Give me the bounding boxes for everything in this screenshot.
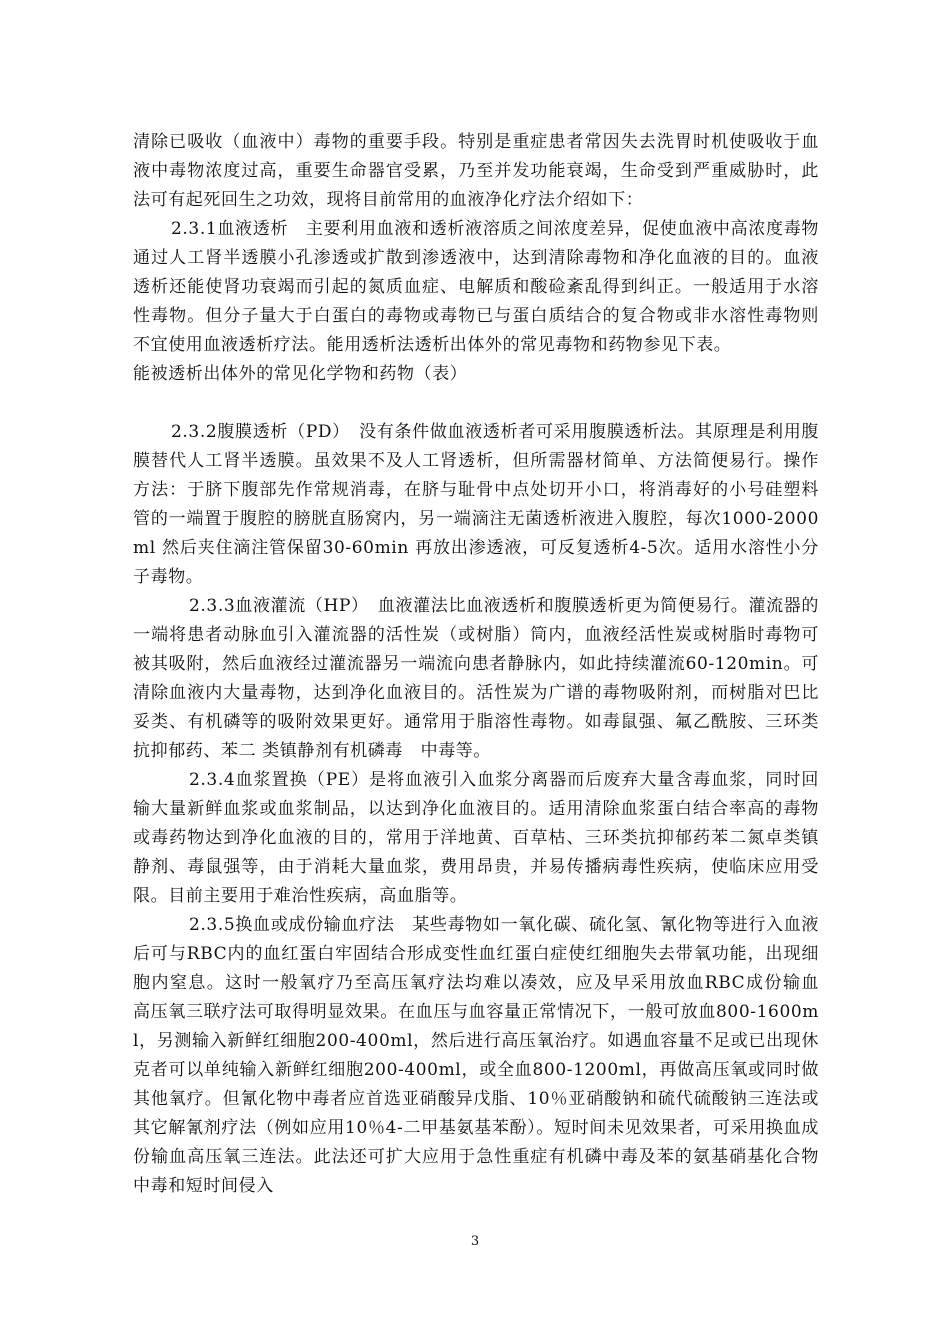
document-body <box>133 128 837 1201</box>
paragraph-plasma-exchange: 2.3.4血浆置换（PE）是将血液引入血浆分离器而后废弃大量含毒血浆，同时回输大量新鲜血浆或血浆制品，以达到净化血液目的。适用清除血浆蛋白结合率高的毒物或毒药物达到净化血液的目的，常用于洋地黄、百草枯、三环类抗抑郁药苯二氮卓类镇静剂、毒鼠强等，由于消耗大量血浆，费用昂贵，并易传播病毒性疾病，使临床应用受限。目前主要用于难治性疾病，高血脂等。 <box>133 770 819 906</box>
paragraph-peritoneal-dialysis: 2.3.2腹膜透析（PD） 没有条件做血液透析者可采用腹膜透析法。其原理是利用腹膜替代人工肾半透膜。虽效果不及人工肾透析，但所需器材简单、方法简便易行。操作方法：于脐下腹部先作常规消毒，在脐与耻骨中点处切开小口，将消毒好的小号硅塑料管的一端置于腹腔的膀胱直肠窝内，另一端滴注无菌透析液进入腹腔，每次1000-2000ml 然后夹住滴注管保留30-60min 再放出渗透液，可反复透析4-5次。适用水溶性小分子毒物。 <box>133 422 819 587</box>
paragraph-blood-exchange: 2.3.5换血或成份输血疗法 某些毒物如一氧化碳、硫化氢、氰化物等进行入血液后可与RBC内的血红蛋白牢固结合形成变性血红蛋白症使红细胞失去带氧功能，出现细胞内窒息。这时一般氧疗乃至高压氧疗法均难以凑效，应及早采用放血RBC成份输血 高压氧三联疗法可取得明显效果。在血压与血容量正常情况下，一般可放血800-1600ml，另测输入新鲜红细胞200-400ml，然后进行高压氧治疗。如遇血容量不足或已出现休克者可以单纯输入新鲜红细胞200-400ml，或全血800-1200ml，再做高压氧或同时做其他氧疗。但氰化物中毒者应首选亚硝酸异戊脂、10％亚硝酸钠和硫代硫酸钠三连法或其它解氰剂疗法（例如应用10％4-二甲基氨基苯酚）。短时间未见效果者，可采用换血成份输血高压氧三连法。此法还可扩大应用于急性重症有机磷中毒及苯的氨基硝基化合物中毒和短时间侵入 <box>133 915 837 1196</box>
paragraph-hemodialysis: 2.3.1血液透析 主要利用血液和透析液溶质之间浓度差异，促使血液中高浓度毒物通过人工肾半透膜小孔渗透或扩散到渗透液中，达到清除毒物和净化血液的目的。血液透析还能使肾功衰竭而引起的氮质血症、电解质和酸硷紊乱得到纠正。一般适用于水溶性毒物。但分子量大于白蛋白的毒物或毒物已与蛋白质结合的复合物或非水溶性毒物则不宜使用血液透析疗法。能用透析法透析出体外的常见毒物和药物参见下表。 <box>133 219 819 355</box>
paragraph-hemoperfusion: 2.3.3血液灌流（HP） 血液灌法比血液透析和腹膜透析更为简便易行。灌流器的一端将患者动脉血引入灌流器的活性炭（或树脂）筒内，血液经活性炭或树脂时毒物可被其吸附，然后血液经过灌流器另一端流向患者静脉内，如此持续灌流60-120min。可清除血液内大量毒物，达到净化血液目的。活性炭为广谱的毒物吸附剂，而树脂对巴比妥类、有机磷等的吸附效果更好。通常用于脂溶性毒物。如毒鼠强、氟乙酰胺、三环类抗抑郁药、苯二 类镇静剂有机磷毒 中毒等。 <box>133 596 819 761</box>
paragraph-intro: 清除已吸收（血液中）毒物的重要手段。特别是重症患者常因失去洗胃时机使吸收于血液中毒物浓度过高，重要生命器官受累，乃至并发功能衰竭，生命受到严重威胁时，此法可有起死回生之功效，现将目前常用的血液净化疗法介绍如下： <box>133 132 819 210</box>
page-number: 3 <box>470 1234 480 1249</box>
table-placeholder <box>133 389 819 418</box>
table-caption: 能被透析出体外的常见化学物和药物（表） <box>133 364 468 384</box>
